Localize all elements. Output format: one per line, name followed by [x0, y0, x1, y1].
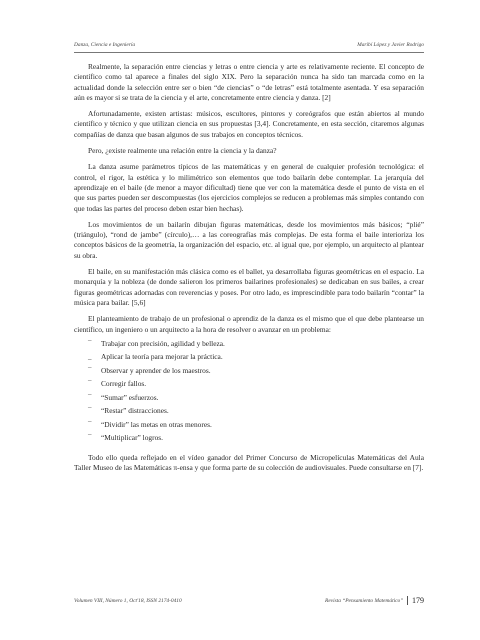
problem-solving-list: [74, 339, 424, 447]
bullet-mark: ¯: [88, 420, 92, 429]
paragraph: El baile, en su manifestación más clásica como es el ballet, ya desarrollaba figuras geométricas en el espacio. La monarquía y la nobleza (de donde salieron los primeros bailarines profesionales) se dedicaban en sus bailes, a crear figuras geométricas adornadas con reverencias y poses. Por otro lado, es imprescindible para todo bailarín “contar” la música para bailar. [5,6]: [74, 267, 424, 307]
list-item-text: Observar y aprender de los maestros.: [101, 365, 211, 375]
page-footer: [74, 596, 424, 605]
bullet-mark: ¯: [88, 434, 92, 443]
bullet-mark: ¯: [88, 380, 92, 389]
list-item-text: Aplicar la teoría para mejorar la práctica.: [101, 352, 223, 362]
page-number: 179: [412, 596, 424, 605]
closing-paragraph: Todo ello queda reflejado en el vídeo ganador del Primer Concurso de Micropelículas Matemáticas del Aula Taller Museo de las Matemáticas π-ensa y que forma parte de su colección de audiovisuales. Puede consultarse en [7].: [74, 452, 424, 473]
list-item: [88, 366, 424, 380]
footer-journal-block: [325, 596, 424, 605]
list-item: [88, 352, 424, 366]
list-item: [88, 433, 424, 447]
paragraph: Los movimientos de un bailarín dibujan figuras matemáticas, desde los movimientos más básicos; “plié” (triángulo), “rond de jambe” (círculo),… a las coreografías más complejas. De esta forma el baile interioriza los conceptos básicos de la geometría, la organización del espacio, etc. al igual que, por ejemplo, un arquitecto al plantear su obra.: [74, 219, 424, 260]
bullet-mark: ¯: [88, 407, 92, 416]
paragraph: Realmente, la separación entre ciencias y letras o entre ciencia y arte es relativamente reciente. El concepto de científico como tal aparece a finales del siglo XIX. Pero la separación nunca ha sido tan marcada como en la actualidad donde la selección entre ser o bien “de ciencias” o “de letras” está totalmente asentada. Y esa separación aún es mayor si se trata de la ciencia y el arte, concretamente entre ciencia y danza. [2]: [74, 62, 424, 102]
list-item: [88, 406, 424, 420]
list-item: [88, 420, 424, 434]
list-item-text: “Sumar” esfuerzos.: [101, 392, 159, 402]
bullet-mark: ¯: [88, 393, 92, 402]
list-item-text: Trabajar con precisión, agilidad y belleza.: [101, 338, 225, 348]
footer-volume-info: Volumen VIII, Número 1, Oct'18, ISSN 2174-0410: [74, 597, 182, 604]
header-authors: Maribí López y Javier Rodrigo: [357, 42, 424, 48]
list-item-text: “Restar” distracciones.: [101, 406, 169, 416]
article-body: [74, 62, 424, 479]
list-item-text: Corregir fallos.: [101, 379, 147, 389]
header-left-title: Danza, Ciencia e Ingeniería: [74, 42, 136, 48]
list-item-text: “Dividir” las metas en otras menores.: [101, 419, 212, 429]
paragraph: Afortunadamente, existen artistas: músicos, escultores, pintores y coreógrafos que están abiertos al mundo científico y técnico y que utilizan ciencia en sus propuestas [3,4]. Concretamente, en esta sección, citaremos algunas compañías de danza que basan algunos de sus trabajos en conceptos técnicos.: [74, 109, 424, 139]
list-item-text: “Multiplicar” logros.: [101, 433, 163, 443]
running-header: [74, 42, 424, 48]
list-item: [88, 339, 424, 353]
bullet-mark: ¯: [88, 339, 92, 348]
bullet-mark: ¯: [88, 366, 92, 375]
bullet-mark: _: [88, 353, 92, 362]
footer-journal-name: Revista “Pensamiento Matemático”: [325, 597, 404, 604]
list-item: [88, 393, 424, 407]
paragraph: Pero, ¿existe realmente una relación entre la ciencia y la danza?: [88, 146, 277, 156]
header-rule: [74, 52, 424, 53]
paragraph: La danza asume parámetros típicos de las matemáticas y en general de cualquier profesión tecnológica: el control, el rigor, la estética y lo milimétrico son elementos que todo bailarín debe contemplar. La jerarquía del aprendizaje en el baile (de menor a mayor dificultad) tiene que ver con la matemática desde el punto de vista en el que sus partes pueden ser descompuestas (los ejercicios complejos se reducen a problemas más simples contando con que todas las partes del proceso deben estar bien hechas).: [74, 162, 424, 213]
paragraph: El planteamiento de trabajo de un profesional o aprendiz de la danza es el mismo que el que debe plantearse un científico, un ingeniero o un arquitecto a la hora de resolver o avanzar en un problema:: [74, 314, 424, 334]
list-item: [88, 379, 424, 393]
footer-divider: [407, 596, 408, 605]
